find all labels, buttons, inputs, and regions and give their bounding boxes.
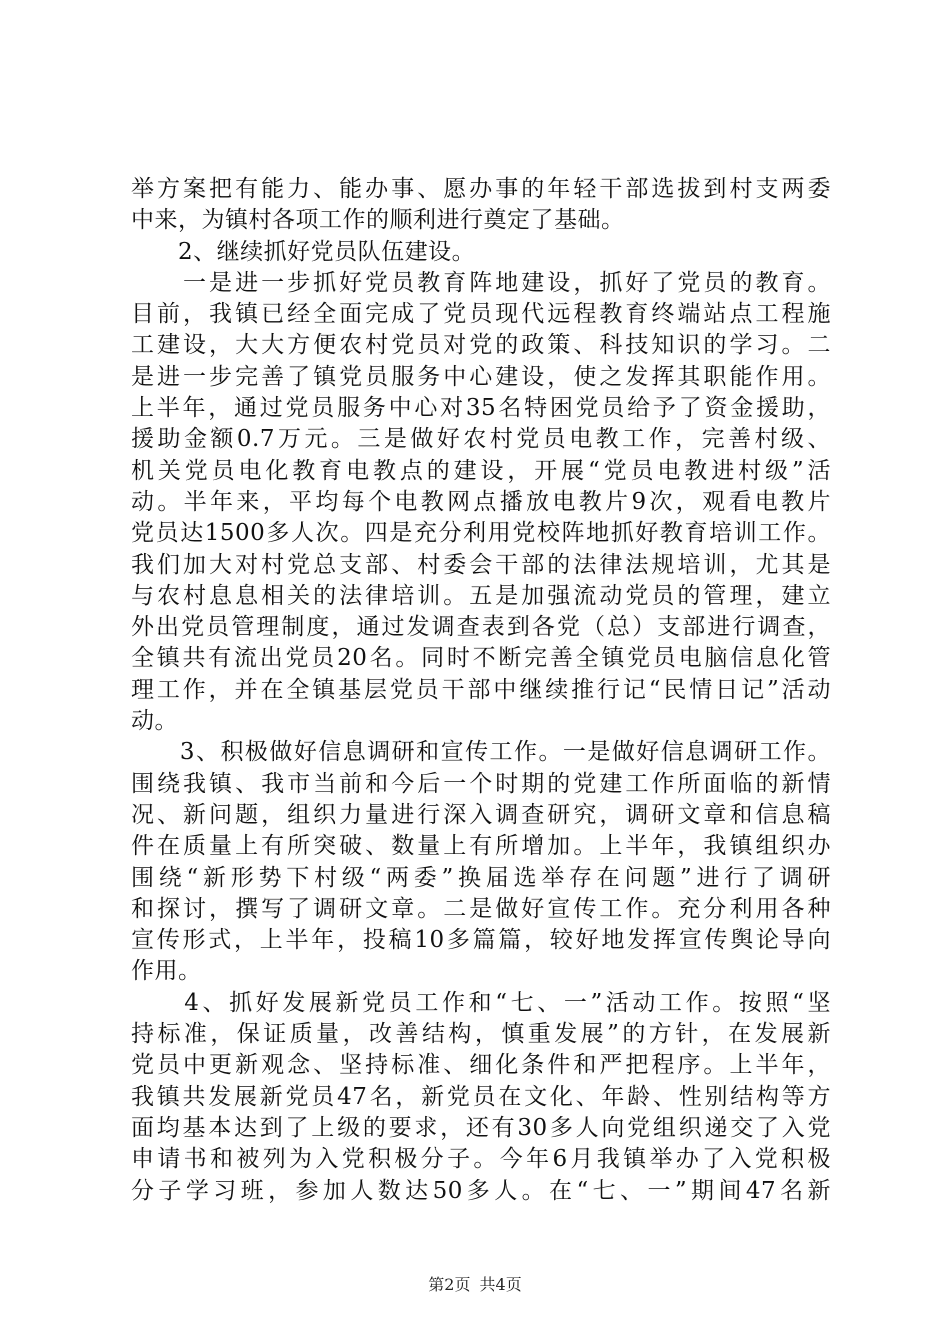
- text-line: 全镇共有流出党员20名。同时不断完善全镇党员电脑信息化管: [131, 645, 831, 672]
- text-line: 申请书和被列为入党积极分子。今年6月我镇举办了入党积极: [131, 1146, 831, 1173]
- text-line: 举方案把有能力、能办事、愿办事的年轻干部选拔到村支两委: [131, 176, 831, 202]
- section-heading: 3、积极做好信息调研和宣传工作。一是做好信息调研工作。: [131, 739, 831, 766]
- text-line: 援助金额0.7万元。三是做好农村党员电教工作，完善村级、: [131, 426, 831, 453]
- text-line: 党员达1500多人次。四是充分利用党校阵地抓好教育培训工作。: [131, 520, 831, 547]
- text-line: 党员中更新观念、坚持标准、细化条件和严把程序。上半年，: [131, 1052, 831, 1079]
- text-line: 目前，我镇已经全面完成了党员现代远程教育终端站点工程施: [131, 301, 831, 328]
- text-line: 面均基本达到了上级的要求，还有30多人向党组织递交了入党: [131, 1114, 831, 1141]
- document-body: [131, 174, 831, 1207]
- text-line: 我们加大对村党总支部、村委会干部的法律法规培训，尤其是: [131, 551, 831, 578]
- text-line: 理工作，并在全镇基层党员干部中继续推行记“民情日记”活动: [131, 676, 831, 703]
- page-total: 共4页: [479, 1275, 522, 1294]
- text-line: 作用。: [131, 958, 202, 985]
- text-line: 中来，为镇村各项工作的顺利进行奠定了基础。: [131, 207, 625, 234]
- text-line: 持标准，保证质量，改善结构，慎重发展”的方针，在发展新: [131, 1021, 831, 1048]
- text-line: 和探讨，撰写了调研文章。二是做好宣传工作。充分利用各种: [131, 895, 831, 922]
- text-line: 件在质量上有所突破、数量上有所增加。上半年，我镇组织办: [131, 833, 831, 860]
- page-footer: [0, 1272, 950, 1295]
- text-line: 分子学习班，参加人数达50多人。在“七、一”期间47名新: [131, 1177, 831, 1204]
- text-line: 一是进一步抓好党员教育阵地建设，抓好了党员的教育。: [131, 269, 831, 296]
- text-line: 上半年，通过党员服务中心对35名特困党员给予了资金援助，: [131, 395, 831, 422]
- text-line: 机关党员电化教育电教点的建设，开展“党员电教进村级”活: [131, 457, 831, 484]
- text-line: 工建设，大大方便农村党员对党的政策、科技知识的学习。二: [131, 332, 831, 359]
- text-line: 动。: [131, 708, 178, 735]
- text-line: 是进一步完善了镇党员服务中心建设，使之发挥其职能作用。: [131, 363, 831, 390]
- text-line: 我镇共发展新党员47名，新党员在文化、年龄、性别结构等方: [131, 1083, 831, 1110]
- text-line: 动。半年来，平均每个电教网点播放电教片9次，观看电教片: [131, 488, 831, 515]
- text-line: 围绕我镇、我市当前和今后一个时期的党建工作所面临的新情: [131, 770, 831, 797]
- section-heading: 2、继续抓好党员队伍建设。: [131, 238, 476, 265]
- text-line: 宣传形式，上半年，投稿10多篇篇，较好地发挥宣传舆论导向: [131, 927, 831, 954]
- text-line: 外出党员管理制度，通过发调查表到各党（总）支部进行调查，: [131, 614, 831, 641]
- page-number: 第2页: [428, 1275, 471, 1294]
- text-line: 况、新问题，组织力量进行深入调查研究，调研文章和信息稿: [131, 801, 831, 828]
- text-line: 与农村息息相关的法律培训。五是加强流动党员的管理，建立: [131, 582, 831, 609]
- section-heading: 4、抓好发展新党员工作和“七、一”活动工作。按照“坚: [131, 989, 831, 1016]
- text-line: 围绕“新形势下村级“两委”换届选举存在问题”进行了调研: [131, 864, 831, 891]
